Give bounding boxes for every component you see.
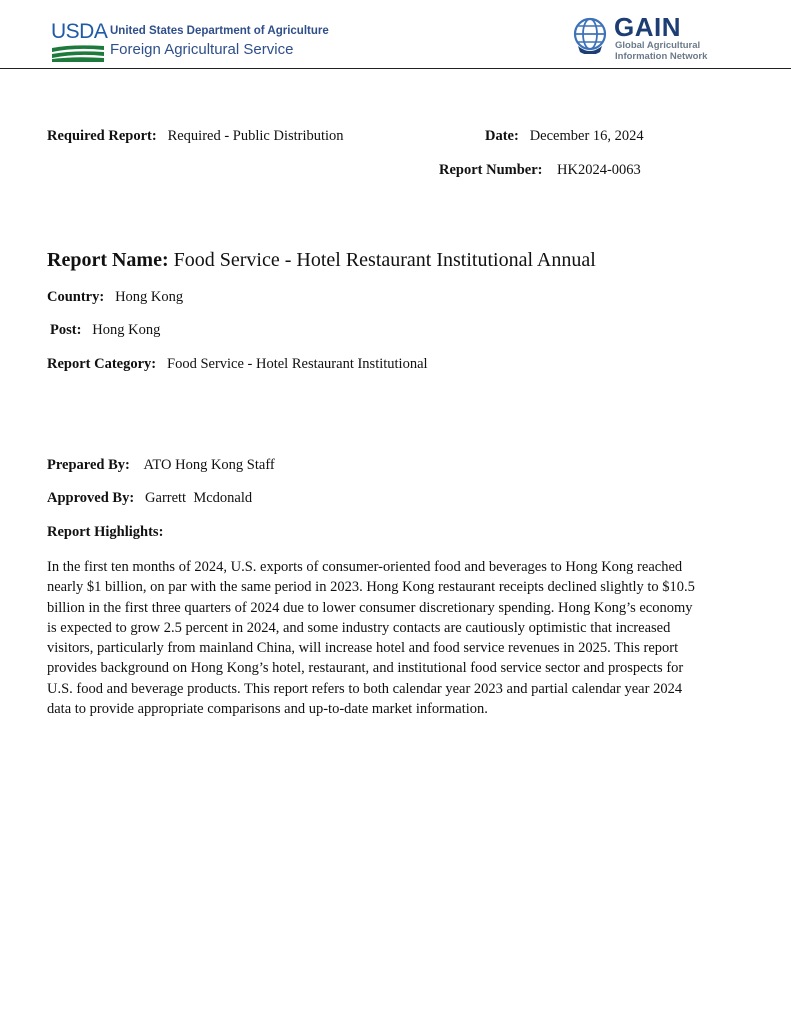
usda-logo-text: USDA: [51, 20, 108, 43]
report-number-row: [439, 163, 641, 178]
country-label: Country:: [47, 289, 105, 305]
post-value: Hong Kong: [92, 322, 161, 338]
post-row: [50, 323, 160, 338]
country-value: Hong Kong: [115, 289, 184, 305]
prepared-by-label: Prepared By:: [47, 457, 130, 473]
report-number-value: HK2024-0063: [557, 162, 641, 178]
highlights-heading: Report Highlights:: [47, 524, 164, 540]
header-divider: [0, 68, 791, 69]
approved-by-label: Approved By:: [47, 490, 135, 506]
usda-department-name: United States Department of Agriculture: [110, 25, 329, 37]
report-number-label: Report Number:: [439, 162, 543, 178]
category-label: Report Category:: [47, 356, 157, 372]
gain-subtitle-line1: Global Agricultural: [615, 40, 701, 51]
gain-logo-text: GAIN: [614, 12, 681, 42]
usda-service-name: Foreign Agricultural Service: [110, 41, 294, 58]
highlights-paragraph: In the first ten months of 2024, U.S. exports of consumer-oriented food and beverages to Hong Kong reached nearly $1 billion, on par with the same period in 2023. Hong Kong restaurant receipts declined slightly to $10.5 billion in the first three quarters of 2024 due to lower consumer discretionary spending. Hong Kong’s economy is expected to grow 2.5 percent in 2024, and some industry contacts are cautiously optimistic that increased visitors, particularly from mainland China, will increase hotel and food service revenues in 2025. This report provides background on Hong Kong’s hotel, restaurant, and institutional food service sector and prospects for U.S. food and beverage products. This report refers to both calendar year 2023 and partial calendar year 2024 data to provide appropriate comparisons and up-to-date market information.: [47, 559, 695, 718]
date-row: [485, 129, 644, 144]
report-name-label: Report Name:: [47, 249, 169, 271]
report-name-value: Food Service - Hotel Restaurant Institutional Annual: [173, 249, 596, 271]
prepared-by-row: [47, 458, 275, 473]
date-value: December 16, 2024: [529, 128, 644, 144]
required-report-row: [47, 129, 344, 144]
gain-subtitle-line2: Information Network: [615, 51, 708, 62]
approved-by-value: Garrett Mcdonald: [145, 490, 253, 506]
required-report-value: Required - Public Distribution: [167, 128, 344, 144]
gain-globe-icon: [572, 16, 608, 54]
report-name-row: [47, 250, 596, 270]
category-row: [47, 357, 428, 372]
prepared-by-value: ATO Hong Kong Staff: [143, 457, 275, 473]
country-row: [47, 290, 183, 305]
category-value: Food Service - Hotel Restaurant Institutional: [167, 356, 428, 372]
post-label: Post:: [50, 322, 82, 338]
date-label: Date:: [485, 128, 519, 144]
required-report-label: Required Report:: [47, 128, 157, 144]
approved-by-row: [47, 491, 252, 506]
usda-field-mark-icon: [52, 44, 104, 62]
